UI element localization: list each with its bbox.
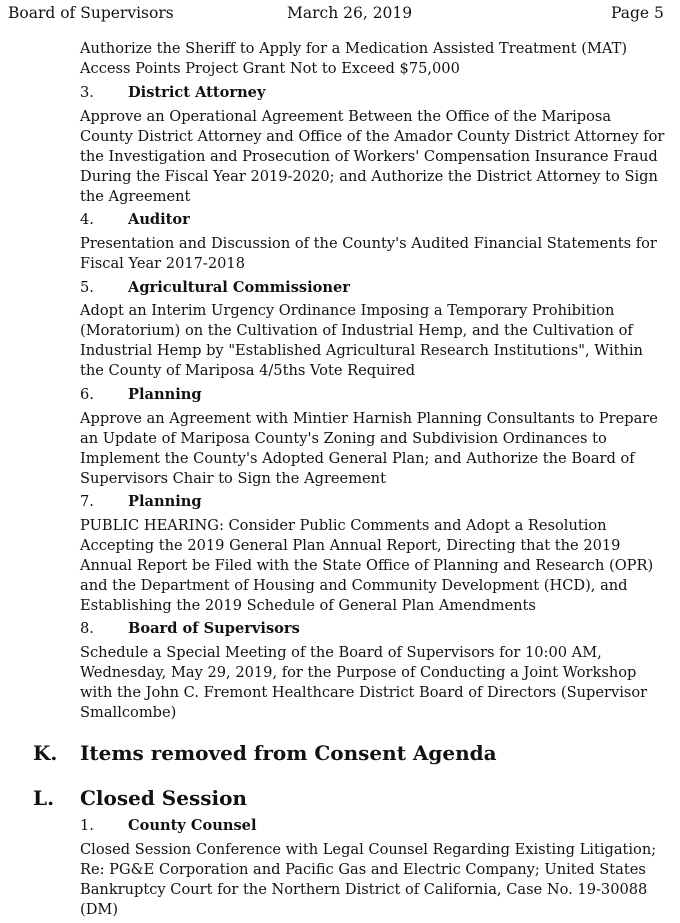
item-number: 1. xyxy=(80,817,94,834)
section-title: Items removed from Consent Agenda xyxy=(80,741,497,765)
header-page-number: Page 5 xyxy=(611,4,664,22)
item-number: 8. xyxy=(80,620,94,637)
agenda-item-text: Closed Session Conference with Legal Counsel Regarding Existing Litigation; Re: PG&E Corporation and Pacific Gas and Electric Company; United States Bankruptcy Court for the Northern District of California, Case No. 19-30088 (DM) xyxy=(80,841,657,918)
section-title: Closed Session xyxy=(80,786,247,810)
agenda-item-heading xyxy=(80,83,265,103)
section-heading xyxy=(33,740,497,766)
agenda-item-text: Schedule a Special Meeting of the Board of Supervisors for 10:00 AM, Wednesday, May 29, 2019, for the Purpose of Conducting a Joint Workshop with the John C. Fremont Healthcare District Board of Directors (Supervisor Smallcombe) xyxy=(80,644,648,721)
agenda-item-heading xyxy=(80,210,190,230)
agenda-item-heading xyxy=(80,619,300,639)
item-number: 7. xyxy=(80,493,94,510)
item-number: 4. xyxy=(80,211,94,228)
header-date: March 26, 2019 xyxy=(287,4,413,22)
item-title: Board of Supervisors xyxy=(128,620,300,637)
agenda-item-text: Approve an Agreement with Mintier Harnish Planning Consultants to Prepare an Update of Mariposa County's Zoning and Subdivision Ordinances to Implement the County's Adopted General Plan; and Authorize the Board of Supervisors Chair to Sign the Agreement xyxy=(80,410,658,487)
section-letter: L. xyxy=(33,786,55,810)
intro-paragraph: Authorize the Sheriff to Apply for a Medication Assisted Treatment (MAT) Access Points Project Grant Not to Exceed $75,000 xyxy=(80,40,628,77)
header-board-name: Board of Supervisors xyxy=(8,4,174,22)
item-title: Planning xyxy=(128,386,202,403)
agenda-item-heading xyxy=(80,385,202,405)
item-title: District Attorney xyxy=(128,84,266,101)
agenda-item-heading xyxy=(80,492,202,512)
item-title: County Counsel xyxy=(128,817,257,834)
item-title: Planning xyxy=(128,493,202,510)
item-title: Auditor xyxy=(128,211,190,228)
item-number: 6. xyxy=(80,386,94,403)
agenda-item-text: Presentation and Discussion of the County's Audited Financial Statements for Fiscal Year 2017-2018 xyxy=(80,235,657,272)
agenda-item-text: PUBLIC HEARING: Consider Public Comments and Adopt a Resolution Accepting the 2019 General Plan Annual Report, Directing that the 2019 Annual Report be Filed with the State Office of Planning and Research (OPR) and the Department of Housing and Community Development (HCD), and Establishing the 2019 Schedule of General Plan Amendments xyxy=(80,517,654,614)
agenda-item-heading xyxy=(80,816,257,836)
section-heading xyxy=(33,785,247,811)
section-letter: K. xyxy=(33,741,58,765)
agenda-item-text: Approve an Operational Agreement Between the Office of the Mariposa County District Attorney and Office of the Amador County District Attorney for the Investigation and Prosecution of Workers' Compensation Insurance Fraud During the Fiscal Year 2019-2020; and Authorize the District Attorney to Sign the Agreement xyxy=(80,108,665,205)
item-number: 3. xyxy=(80,84,94,101)
agenda-item-heading xyxy=(80,278,350,298)
item-number: 5. xyxy=(80,279,94,296)
agenda-item-text: Adopt an Interim Urgency Ordinance Imposing a Temporary Prohibition (Moratorium) on the Cultivation of Industrial Hemp, and the Cultivation of Industrial Hemp by "Established Agricultural Research Institutions", Within the County of Mariposa 4/5ths Vote Required xyxy=(80,302,643,379)
item-title: Agricultural Commissioner xyxy=(128,279,350,296)
